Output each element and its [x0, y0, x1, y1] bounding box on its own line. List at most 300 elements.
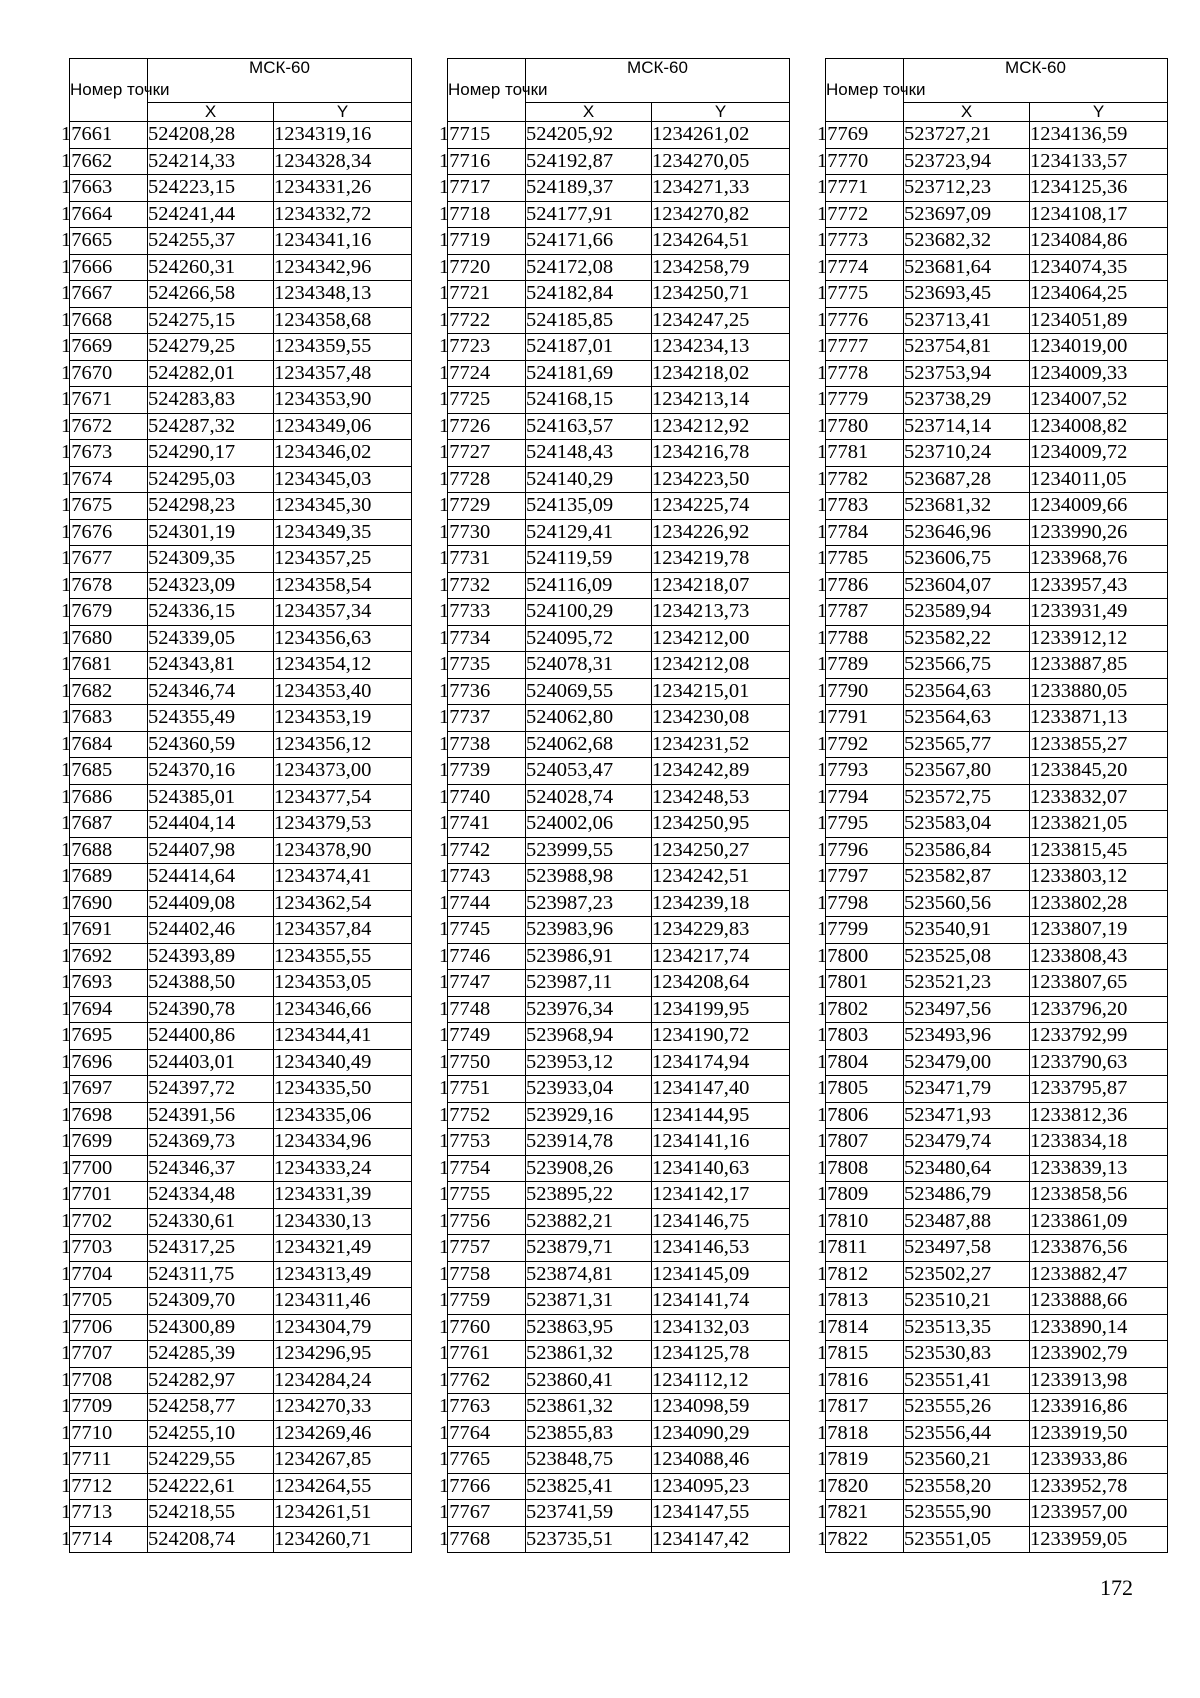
- point-number-header: Номер точки: [70, 59, 148, 122]
- point-number-text: 17686: [61, 785, 113, 808]
- point-number-cell: [817, 360, 904, 387]
- table-row: [448, 387, 790, 414]
- point-number-cell: [817, 307, 904, 334]
- y-coordinate-cell: 1234141,16: [652, 1129, 790, 1156]
- x-coordinate-cell: 524255,10: [148, 1420, 274, 1447]
- table-row: [448, 1076, 790, 1103]
- point-number-cell: [61, 996, 148, 1023]
- table-row: [448, 890, 790, 917]
- table-row: [826, 387, 1168, 414]
- y-coordinate-cell: 1233933,86: [1030, 1447, 1168, 1474]
- x-coordinate-cell: 524407,98: [148, 837, 274, 864]
- y-coordinate-cell: 1234009,72: [1030, 440, 1168, 467]
- point-number-cell: [439, 1447, 526, 1474]
- point-number-text: 17685: [61, 759, 113, 781]
- x-coordinate-cell: 524279,25: [148, 334, 274, 361]
- point-number-text: 17739: [439, 759, 491, 781]
- y-coordinate-cell: 1234174,94: [652, 1049, 790, 1076]
- x-coordinate-cell: 524339,05: [148, 625, 274, 652]
- x-coordinate-cell: 523555,90: [904, 1500, 1030, 1527]
- point-number-cell: [817, 784, 904, 811]
- point-number-text: 17764: [439, 1421, 491, 1444]
- table-row: [70, 1314, 412, 1341]
- point-number-text: 17740: [439, 785, 491, 808]
- y-coordinate-cell: 1233876,56: [1030, 1235, 1168, 1262]
- point-number-cell: [61, 811, 148, 838]
- y-coordinate-cell: 1234335,50: [274, 1076, 412, 1103]
- point-number-cell: [61, 970, 148, 997]
- table-row: [448, 784, 790, 811]
- point-number-cell: [61, 1102, 148, 1129]
- point-number-cell: [439, 122, 526, 149]
- x-coordinate-cell: 523825,41: [526, 1473, 652, 1500]
- x-column-header: X: [148, 103, 274, 122]
- y-coordinate-cell: 1234356,12: [274, 731, 412, 758]
- y-coordinate-cell: 1234084,86: [1030, 228, 1168, 255]
- table-row: [448, 996, 790, 1023]
- point-number-text: 17753: [439, 1130, 491, 1152]
- x-column-header: X: [904, 103, 1030, 122]
- x-coordinate-cell: 523714,14: [904, 413, 1030, 440]
- y-coordinate-cell: 1233792,99: [1030, 1023, 1168, 1050]
- point-number-text: 17729: [439, 494, 491, 516]
- table-row: [70, 334, 412, 361]
- point-number-cell: [61, 254, 148, 281]
- table-row: [448, 1049, 790, 1076]
- point-number-cell: [61, 1076, 148, 1103]
- table-row: [448, 546, 790, 573]
- point-number-text: 17746: [439, 944, 491, 967]
- x-coordinate-cell: 523471,93: [904, 1102, 1030, 1129]
- point-number-cell: [817, 148, 904, 175]
- x-coordinate-cell: 524266,58: [148, 281, 274, 308]
- point-number-cell: [439, 1208, 526, 1235]
- point-number-text: 17808: [817, 1156, 869, 1179]
- x-coordinate-cell: 523510,21: [904, 1288, 1030, 1315]
- point-number-text: 17716: [439, 149, 491, 172]
- x-coordinate-cell: 523871,31: [526, 1288, 652, 1315]
- y-coordinate-cell: 1234321,49: [274, 1235, 412, 1262]
- table-row: [448, 440, 790, 467]
- point-number-text: 17691: [61, 918, 113, 940]
- point-number-cell: [817, 201, 904, 228]
- point-number-text: 17809: [817, 1183, 869, 1205]
- point-number-cell: [61, 890, 148, 917]
- x-coordinate-cell: 524214,33: [148, 148, 274, 175]
- x-coordinate-cell: 523983,96: [526, 917, 652, 944]
- table-row: [70, 148, 412, 175]
- x-coordinate-cell: 524241,44: [148, 201, 274, 228]
- point-number-text: 17701: [61, 1183, 113, 1205]
- y-coordinate-cell: 1234223,50: [652, 466, 790, 493]
- point-number-cell: [817, 1023, 904, 1050]
- y-coordinate-cell: 1233959,05: [1030, 1526, 1168, 1553]
- table-row: [448, 307, 790, 334]
- y-coordinate-cell: 1233888,66: [1030, 1288, 1168, 1315]
- point-number-text: 17816: [817, 1368, 869, 1391]
- point-number-text: 17707: [61, 1342, 113, 1364]
- x-coordinate-cell: 524181,69: [526, 360, 652, 387]
- point-number-cell: [439, 493, 526, 520]
- point-number-text: 17760: [439, 1315, 491, 1338]
- y-coordinate-cell: 1234212,92: [652, 413, 790, 440]
- table-row: [448, 360, 790, 387]
- point-number-text: 17765: [439, 1448, 491, 1470]
- point-number-cell: [439, 148, 526, 175]
- y-coordinate-cell: 1234344,41: [274, 1023, 412, 1050]
- point-number-cell: [439, 466, 526, 493]
- table-row: [448, 1235, 790, 1262]
- y-coordinate-cell: 1234331,39: [274, 1182, 412, 1209]
- y-coordinate-cell: 1234140,63: [652, 1155, 790, 1182]
- point-number-cell: [61, 1420, 148, 1447]
- point-number-cell: [817, 466, 904, 493]
- point-number-text: 17795: [817, 812, 869, 834]
- point-number-text: 17695: [61, 1024, 113, 1046]
- point-number-text: 17815: [817, 1342, 869, 1364]
- point-number-cell: [61, 1473, 148, 1500]
- table-row: [826, 1341, 1168, 1368]
- x-coordinate-cell: 524355,49: [148, 705, 274, 732]
- x-coordinate-cell: 524119,59: [526, 546, 652, 573]
- table-row: [70, 890, 412, 917]
- x-coordinate-cell: 523604,07: [904, 572, 1030, 599]
- table-row: [448, 334, 790, 361]
- point-number-cell: [817, 175, 904, 202]
- point-number-cell: [61, 493, 148, 520]
- table-row: [70, 1288, 412, 1315]
- point-number-text: 17742: [439, 838, 491, 861]
- x-coordinate-cell: 524311,75: [148, 1261, 274, 1288]
- point-number-cell: [61, 1261, 148, 1288]
- table-row: [70, 837, 412, 864]
- x-coordinate-cell: 524192,87: [526, 148, 652, 175]
- point-number-text: 17733: [439, 600, 491, 622]
- point-number-cell: [817, 1473, 904, 1500]
- y-coordinate-cell: 1234088,46: [652, 1447, 790, 1474]
- point-number-text: 17817: [817, 1395, 869, 1417]
- y-coordinate-cell: 1234216,78: [652, 440, 790, 467]
- table-row: [826, 1102, 1168, 1129]
- point-number-header: Номер точки: [826, 59, 904, 122]
- point-number-text: 17761: [439, 1342, 491, 1364]
- table-row: [448, 1208, 790, 1235]
- point-number-cell: [439, 705, 526, 732]
- point-number-cell: [61, 652, 148, 679]
- point-number-cell: [439, 175, 526, 202]
- point-number-text: 17752: [439, 1103, 491, 1126]
- point-number-cell: [61, 943, 148, 970]
- x-coordinate-cell: 524290,17: [148, 440, 274, 467]
- point-number-text: 17680: [61, 626, 113, 649]
- x-coordinate-cell: 523480,64: [904, 1155, 1030, 1182]
- point-number-header: Номер точки: [448, 59, 526, 122]
- y-coordinate-cell: 1233912,12: [1030, 625, 1168, 652]
- point-number-text: 17763: [439, 1395, 491, 1417]
- point-number-text: 17782: [817, 467, 869, 490]
- point-number-cell: [439, 784, 526, 811]
- x-coordinate-cell: 524168,15: [526, 387, 652, 414]
- point-number-text: 17762: [439, 1368, 491, 1391]
- point-number-text: 17783: [817, 494, 869, 516]
- x-coordinate-cell: 524229,55: [148, 1447, 274, 1474]
- y-coordinate-cell: 1234218,02: [652, 360, 790, 387]
- point-number-cell: [439, 413, 526, 440]
- x-coordinate-cell: 524317,25: [148, 1235, 274, 1262]
- x-coordinate-cell: 524116,09: [526, 572, 652, 599]
- y-coordinate-cell: 1234357,48: [274, 360, 412, 387]
- table-row: [70, 1208, 412, 1235]
- point-number-cell: [817, 440, 904, 467]
- point-number-cell: [439, 307, 526, 334]
- point-number-text: 17770: [817, 149, 869, 172]
- y-coordinate-cell: 1234348,13: [274, 281, 412, 308]
- table-row: [448, 201, 790, 228]
- x-coordinate-cell: 523713,41: [904, 307, 1030, 334]
- y-coordinate-cell: 1233803,12: [1030, 864, 1168, 891]
- table-row: [826, 890, 1168, 917]
- point-number-cell: [439, 996, 526, 1023]
- table-row: [70, 1155, 412, 1182]
- table-row: [70, 678, 412, 705]
- table-row: [70, 175, 412, 202]
- table-row: [70, 996, 412, 1023]
- x-coordinate-cell: 523565,77: [904, 731, 1030, 758]
- point-number-text: 17794: [817, 785, 869, 808]
- x-coordinate-cell: 523987,23: [526, 890, 652, 917]
- table-row: [826, 440, 1168, 467]
- y-coordinate-cell: 1233887,85: [1030, 652, 1168, 679]
- point-number-cell: [61, 466, 148, 493]
- x-coordinate-cell: 524295,03: [148, 466, 274, 493]
- table-row: [448, 678, 790, 705]
- point-number-text: 17772: [817, 202, 869, 225]
- point-number-cell: [817, 1367, 904, 1394]
- point-number-text: 17702: [61, 1209, 113, 1232]
- table-row: [826, 1500, 1168, 1527]
- y-coordinate-cell: 1233832,07: [1030, 784, 1168, 811]
- point-number-cell: [439, 440, 526, 467]
- point-number-cell: [439, 1102, 526, 1129]
- point-number-text: 17758: [439, 1262, 491, 1285]
- y-column-header: Y: [1030, 103, 1168, 122]
- point-number-text: 17806: [817, 1103, 869, 1126]
- point-number-cell: [439, 811, 526, 838]
- point-number-cell: [439, 1235, 526, 1262]
- point-number-cell: [817, 1314, 904, 1341]
- y-coordinate-cell: 1234136,59: [1030, 122, 1168, 149]
- point-number-text: 17805: [817, 1077, 869, 1099]
- point-number-text: 17804: [817, 1050, 869, 1073]
- y-coordinate-cell: 1233952,78: [1030, 1473, 1168, 1500]
- y-coordinate-cell: 1234147,55: [652, 1500, 790, 1527]
- x-coordinate-cell: 523986,91: [526, 943, 652, 970]
- point-number-cell: [439, 1261, 526, 1288]
- point-number-text: 17802: [817, 997, 869, 1020]
- x-coordinate-cell: 524388,50: [148, 970, 274, 997]
- table-row: [70, 1261, 412, 1288]
- point-number-text: 17734: [439, 626, 491, 649]
- point-number-cell: [439, 1500, 526, 1527]
- y-coordinate-cell: 1234250,71: [652, 281, 790, 308]
- y-coordinate-cell: 1233916,86: [1030, 1394, 1168, 1421]
- point-number-text: 17728: [439, 467, 491, 490]
- y-coordinate-cell: 1234009,33: [1030, 360, 1168, 387]
- table-row: [448, 758, 790, 785]
- y-coordinate-cell: 1234144,95: [652, 1102, 790, 1129]
- x-coordinate-cell: 523551,05: [904, 1526, 1030, 1553]
- point-number-text: 17698: [61, 1103, 113, 1126]
- table-row: [448, 1341, 790, 1368]
- y-coordinate-cell: 1234264,55: [274, 1473, 412, 1500]
- table-row: [448, 1394, 790, 1421]
- point-number-cell: [817, 122, 904, 149]
- table-row: [70, 572, 412, 599]
- y-coordinate-cell: 1234242,89: [652, 758, 790, 785]
- y-coordinate-cell: 1234377,54: [274, 784, 412, 811]
- table-row: [448, 652, 790, 679]
- table-row: [826, 334, 1168, 361]
- y-coordinate-cell: 1233839,13: [1030, 1155, 1168, 1182]
- point-number-cell: [61, 1314, 148, 1341]
- table-row: [826, 413, 1168, 440]
- table-row: [448, 837, 790, 864]
- point-number-cell: [817, 705, 904, 732]
- x-coordinate-cell: 523735,51: [526, 1526, 652, 1553]
- x-coordinate-cell: 524255,37: [148, 228, 274, 255]
- point-number-cell: [61, 837, 148, 864]
- table-row: [70, 493, 412, 520]
- point-number-cell: [439, 758, 526, 785]
- y-coordinate-cell: 1233834,18: [1030, 1129, 1168, 1156]
- y-coordinate-cell: 1234009,66: [1030, 493, 1168, 520]
- point-number-cell: [61, 519, 148, 546]
- point-number-text: 17683: [61, 706, 113, 728]
- x-coordinate-cell: 523727,21: [904, 122, 1030, 149]
- table-row: [70, 943, 412, 970]
- point-number-text: 17792: [817, 732, 869, 755]
- y-coordinate-cell: 1233858,56: [1030, 1182, 1168, 1209]
- y-coordinate-cell: 1233890,14: [1030, 1314, 1168, 1341]
- x-coordinate-cell: 523908,26: [526, 1155, 652, 1182]
- point-number-cell: [439, 970, 526, 997]
- x-coordinate-cell: 524409,08: [148, 890, 274, 917]
- x-coordinate-cell: 524222,61: [148, 1473, 274, 1500]
- y-coordinate-cell: 1234141,74: [652, 1288, 790, 1315]
- x-coordinate-cell: 524163,57: [526, 413, 652, 440]
- point-number-text: 17773: [817, 229, 869, 251]
- y-coordinate-cell: 1234132,03: [652, 1314, 790, 1341]
- point-number-cell: [439, 334, 526, 361]
- x-coordinate-cell: 524223,15: [148, 175, 274, 202]
- point-number-text: 17820: [817, 1474, 869, 1497]
- x-coordinate-cell: 524282,97: [148, 1367, 274, 1394]
- point-number-cell: [817, 652, 904, 679]
- x-coordinate-cell: 523471,79: [904, 1076, 1030, 1103]
- x-coordinate-cell: 523479,74: [904, 1129, 1030, 1156]
- x-coordinate-cell: 524309,70: [148, 1288, 274, 1315]
- x-coordinate-cell: 523976,34: [526, 996, 652, 1023]
- y-coordinate-cell: 1234258,79: [652, 254, 790, 281]
- point-number-text: 17712: [61, 1474, 113, 1497]
- point-number-cell: [817, 493, 904, 520]
- x-coordinate-cell: 523710,24: [904, 440, 1030, 467]
- y-coordinate-cell: 1234219,78: [652, 546, 790, 573]
- x-coordinate-cell: 524177,91: [526, 201, 652, 228]
- point-number-cell: [817, 625, 904, 652]
- y-coordinate-cell: 1234147,42: [652, 1526, 790, 1553]
- y-coordinate-cell: 1234248,53: [652, 784, 790, 811]
- x-coordinate-cell: 524393,89: [148, 943, 274, 970]
- point-number-cell: [817, 1208, 904, 1235]
- x-coordinate-cell: 524390,78: [148, 996, 274, 1023]
- y-coordinate-cell: 1234226,92: [652, 519, 790, 546]
- table-row: [826, 360, 1168, 387]
- y-coordinate-cell: 1234313,49: [274, 1261, 412, 1288]
- table-row: [448, 811, 790, 838]
- table-row: [70, 281, 412, 308]
- point-number-cell: [817, 254, 904, 281]
- x-coordinate-cell: 523525,08: [904, 943, 1030, 970]
- x-coordinate-cell: 523861,32: [526, 1394, 652, 1421]
- x-coordinate-cell: 524148,43: [526, 440, 652, 467]
- table-row: [70, 413, 412, 440]
- y-coordinate-cell: 1234242,51: [652, 864, 790, 891]
- point-number-cell: [61, 1341, 148, 1368]
- table-row: [826, 201, 1168, 228]
- point-number-text: 17777: [817, 335, 869, 357]
- x-coordinate-cell: 523953,12: [526, 1049, 652, 1076]
- y-coordinate-cell: 1233790,63: [1030, 1049, 1168, 1076]
- point-number-text: 17662: [61, 149, 113, 172]
- table-row: [826, 837, 1168, 864]
- point-number-cell: [61, 917, 148, 944]
- x-coordinate-cell: 523502,27: [904, 1261, 1030, 1288]
- y-coordinate-cell: 1234334,96: [274, 1129, 412, 1156]
- point-number-cell: [439, 228, 526, 255]
- y-coordinate-cell: 1234379,53: [274, 811, 412, 838]
- table-row: [448, 1314, 790, 1341]
- table-row: [448, 1288, 790, 1315]
- x-coordinate-cell: 524400,86: [148, 1023, 274, 1050]
- point-number-cell: [817, 413, 904, 440]
- table-row: [70, 1526, 412, 1553]
- point-number-cell: [61, 1129, 148, 1156]
- table-row: [70, 466, 412, 493]
- x-coordinate-cell: 523521,23: [904, 970, 1030, 997]
- x-coordinate-cell: 524260,31: [148, 254, 274, 281]
- x-coordinate-cell: 523723,94: [904, 148, 1030, 175]
- y-coordinate-cell: 1234330,13: [274, 1208, 412, 1235]
- x-coordinate-cell: 523882,21: [526, 1208, 652, 1235]
- point-number-text: 17714: [61, 1527, 113, 1550]
- table-row: [70, 784, 412, 811]
- y-coordinate-cell: 1234353,19: [274, 705, 412, 732]
- point-number-cell: [439, 519, 526, 546]
- coord-system-header: МСК-60: [148, 59, 412, 103]
- y-coordinate-cell: 1234225,74: [652, 493, 790, 520]
- table-row: [826, 519, 1168, 546]
- point-number-text: 17727: [439, 441, 491, 463]
- point-number-text: 17675: [61, 494, 113, 516]
- point-number-cell: [439, 1129, 526, 1156]
- point-number-cell: [817, 864, 904, 891]
- y-coordinate-cell: 1234019,00: [1030, 334, 1168, 361]
- point-number-text: 17664: [61, 202, 113, 225]
- point-number-text: 17719: [439, 229, 491, 251]
- y-coordinate-cell: 1234270,33: [274, 1394, 412, 1421]
- table-row: [70, 1420, 412, 1447]
